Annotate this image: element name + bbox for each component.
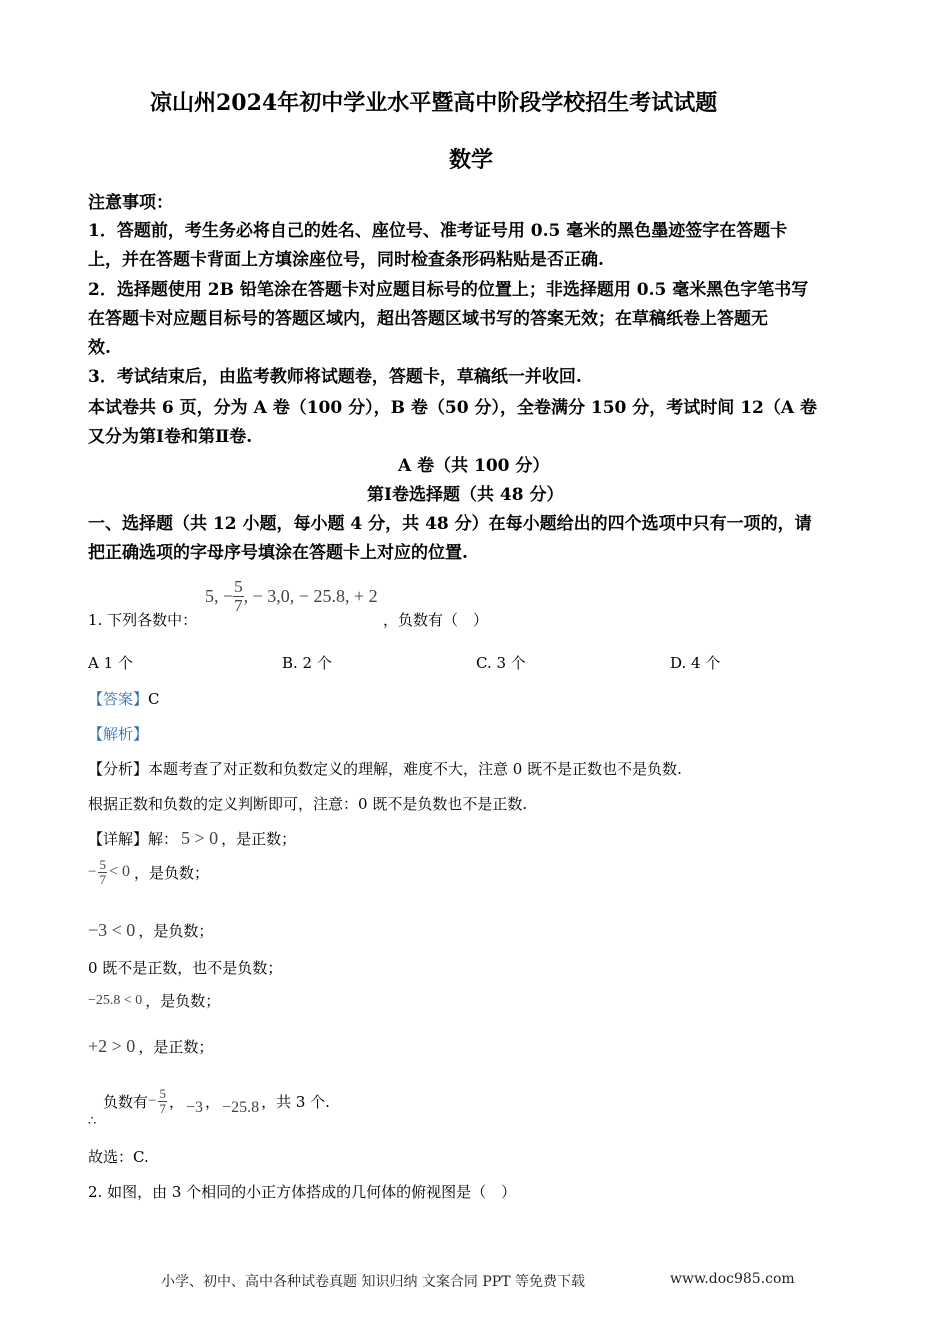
detail-line-3 [88,920,213,941]
detail-3-text: ，是负数； [138,922,214,940]
conclusion-den: 7 [159,1100,166,1116]
detail-5-text: ，是负数； [145,992,221,1010]
q1-frac-den: 7 [234,595,243,615]
q1-fraction [233,578,244,615]
detail-2-fraction [98,858,107,886]
exam-summary-a: 本试卷共 6 页，分为 A 卷（100 分），B 卷（50 分），全卷满分 150 分，考试时间 12（A 卷 [88,398,817,418]
conclusion-num: 5 [159,1085,166,1101]
notice-line-2b: 在答题卡对应题目标号的答题区域内，超出答题区域书写的答案无效；在草稿纸卷上答题无 [88,309,768,329]
q1-prefix: 1. 下列各数中： [88,611,198,629]
conclusion-text: 负数有 [103,1092,149,1111]
q1-option-c: C. 3 个 [476,654,526,672]
page-title: 凉山州2024年初中学业水平暨高中阶段学校招生考试试题 [150,90,718,116]
detail-1-math: 5 > 0 [181,828,219,848]
notice-line-2c: 效. [88,338,111,358]
part-1-title: 第Ⅰ卷选择题（共 48 分） [367,485,564,505]
q1-number-list [205,578,378,615]
section-instructions-a: 一、选择题（共 12 小题，每小题 4 分，共 48 分）在每小题给出的四个选项中只有一项的，请 [88,514,812,534]
detail-line-6 [88,1036,213,1057]
notice-heading: 注意事项： [88,193,173,213]
notice-line-1a: 1．答题前，考生务必将自己的姓名、座位号、准考证号用 0.5 毫米的黑色墨迹签字在答题卡 [88,221,788,241]
detail-1-text: ，是正数； [221,830,297,848]
analysis-fenxi: 【分析】本题考查了对正数和负数定义的理解，难度不大，注意 0 既不是正数也不是负数. [88,760,682,778]
answer-tag: 【答案】 [88,690,149,708]
detail-6-math: +2 > 0 [88,1036,136,1056]
subject-title: 数学 [449,147,494,173]
section-instructions-b: 把正确选项的字母序号填涂在答题卡上对应的位置. [88,543,468,563]
conclusion-value-2: −3 [186,1099,204,1116]
q1-option-d: D. 4 个 [670,654,721,672]
q1-suffix: ，负数有（ ） [383,611,489,629]
answer-line [88,688,160,709]
conclusion-fraction [158,1087,167,1115]
q1-expr-b: , − 3,0, − 25.8, + 2 [243,585,378,606]
q2-text: 2. 如图，由 3 个相同的小正方体搭成的几何体的俯视图是（ ） [88,1183,517,1201]
section-a-title: A 卷（共 100 分） [398,456,550,476]
q1-option-a: A 1 个 [88,654,133,672]
q1-expr-a: 5, − [205,585,234,606]
footer-text: 小学、初中、高中各种试卷真题 知识归纳 文案合同 PPT 等免费下载 [161,1274,585,1290]
detail-2-num: 5 [99,857,106,872]
detail-line-5 [88,990,220,1011]
detail-6-text: ，是正数； [138,1038,214,1056]
analysis-tag: 【解析】 [88,725,149,743]
detail-line-4: 0 既不是正数，也不是负数； [88,959,283,977]
therefore-symbol: ∴ [88,1114,97,1129]
detail-2-text: ，是负数； [134,863,210,882]
detail-line-2 [88,858,209,886]
conclusion-tail: ，共 3 个. [261,1092,330,1111]
detail-prefix: 【详解】解： [88,830,179,848]
q1-frac-num: 5 [234,577,243,596]
conclusion-sep-2: ， [205,1092,221,1111]
detail-2-rel: < 0 [108,863,130,881]
answer-value: C [148,690,160,708]
footer-url[interactable]: www.doc985.com [670,1271,795,1287]
conclusion-value-3: −25.8 [222,1099,260,1116]
notice-line-2a: 2．选择题使用 2B 铅笔涂在答题卡对应题目标号的位置上；非选择题用 0.5 毫米黑色字笔书写 [88,280,809,300]
notice-line-3: 3．考试结束后，由监考教师将试题卷，答题卡，草稿纸一并收回. [88,367,582,387]
detail-5-math: −25.8 < 0 [88,992,143,1008]
detail-2-sign: − [88,863,97,880]
detail-2-den: 7 [99,871,106,887]
conclusion-sep-1: ， [168,1092,184,1111]
exam-summary-b: 又分为第Ⅰ卷和第Ⅱ卷. [88,427,253,447]
conclusion-line [103,1085,330,1117]
detail-line-1 [88,828,296,849]
notice-line-1b: 上，并在答题卡背面上方填涂座位号，同时检查条形码粘贴是否正确. [88,250,604,270]
choose-line: 故选：C. [88,1148,149,1166]
detail-3-math: −3 < 0 [88,920,136,940]
conclusion-sign: − [148,1092,157,1109]
analysis-rule: 根据正数和负数的定义判断即可，注意：0 既不是负数也不是正数. [88,795,528,813]
q1-option-b: B. 2 个 [282,654,332,672]
